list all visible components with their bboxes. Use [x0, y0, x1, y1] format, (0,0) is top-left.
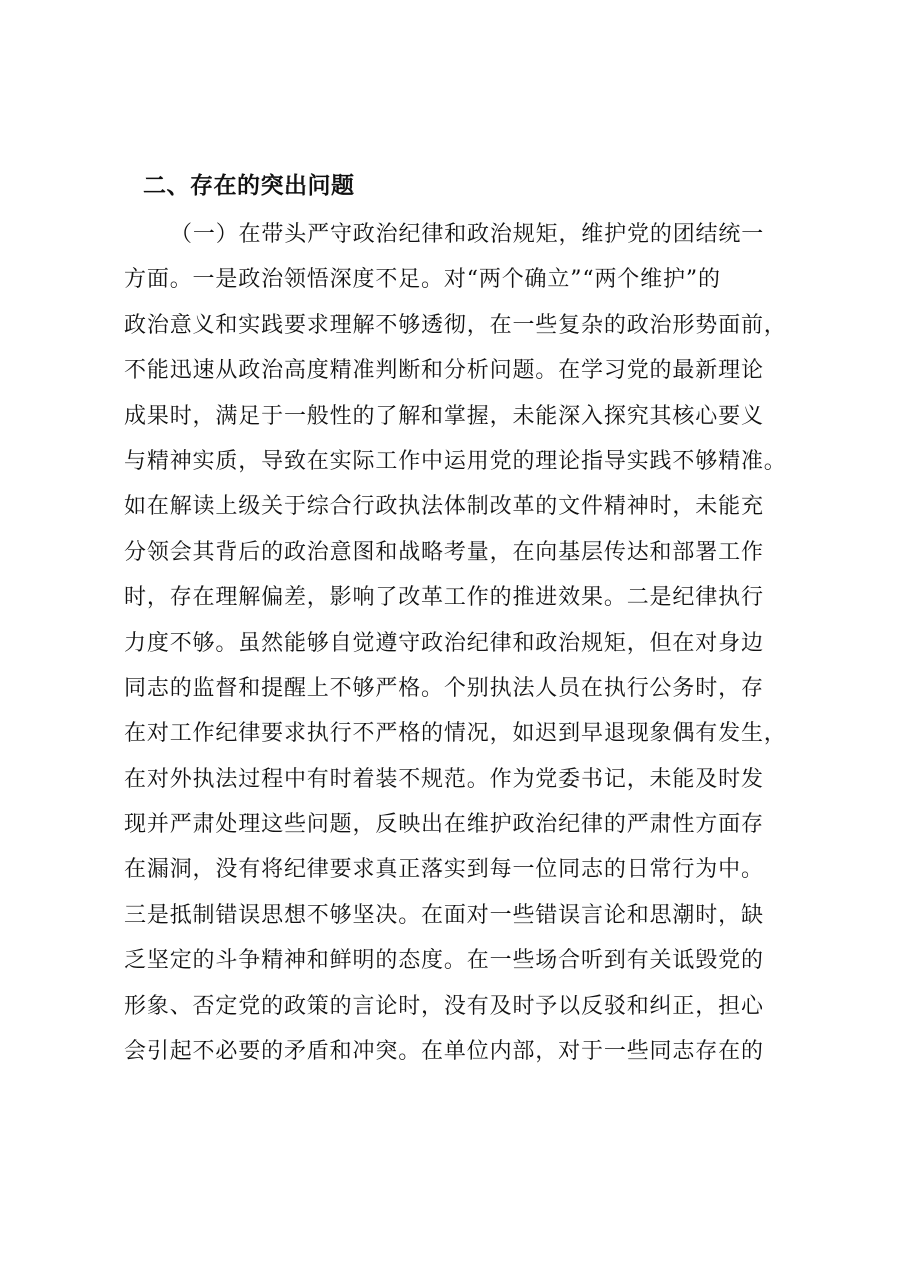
text-line: 在对外执法过程中有时着装不规范。作为党委书记，未能及时发: [124, 766, 764, 792]
text-line: 政治意义和实践要求理解不够透彻，在一些复杂的政治形势面前，: [124, 312, 787, 338]
text-line: 力度不够。虽然能够自觉遵守政治纪律和政治规矩，但在对身边: [124, 630, 764, 656]
text-line: 成果时，满足于一般性的了解和掌握，未能深入探究其核心要义: [124, 403, 764, 429]
text-line: 现并严肃处理这些问题，反映出在维护政治纪律的严肃性方面存: [124, 812, 764, 838]
text-line: 与精神实质，导致在实际工作中运用党的理论指导实践不够精准。: [124, 448, 787, 474]
section-heading: 二、存在的突出问题: [143, 173, 355, 199]
text-line: 在对工作纪律要求执行不严格的情况，如迟到早退现象偶有发生，: [124, 721, 787, 747]
body-text: [124, 212, 796, 1074]
text-line: 会引起不必要的矛盾和冲突。在单位内部，对于一些同志存在的: [124, 1039, 764, 1065]
text-line: 三是抵制错误思想不够坚决。在面对一些错误言论和思潮时，缺: [124, 902, 764, 928]
text-line: 时，存在理解偏差，影响了改革工作的推进效果。二是纪律执行: [124, 585, 764, 611]
text-line: 形象、否定党的政策的言论时，没有及时予以反驳和纠正，担心: [124, 993, 764, 1019]
text-line: 方面。一是政治领悟深度不足。对“两个确立”“两个维护”的: [124, 267, 721, 293]
text-line: 同志的监督和提醒上不够严格。个别执法人员在执行公务时，存: [124, 675, 764, 701]
text-line: 分领会其背后的政治意图和战略考量，在向基层传达和部署工作: [124, 539, 764, 565]
text-line: （一）在带头严守政治纪律和政治规矩，维护党的团结统一: [170, 222, 765, 247]
text-line: 不能迅速从政治高度精准判断和分析问题。在学习党的最新理论: [124, 358, 764, 384]
text-line: 在漏洞，没有将纪律要求真正落实到每一位同志的日常行为中。: [124, 857, 764, 883]
text-line: 如在解读上级关于综合行政执法体制改革的文件精神时，未能充: [124, 494, 764, 520]
text-line: 乏坚定的斗争精神和鲜明的态度。在一些场合听到有关诋毁党的: [124, 948, 764, 974]
